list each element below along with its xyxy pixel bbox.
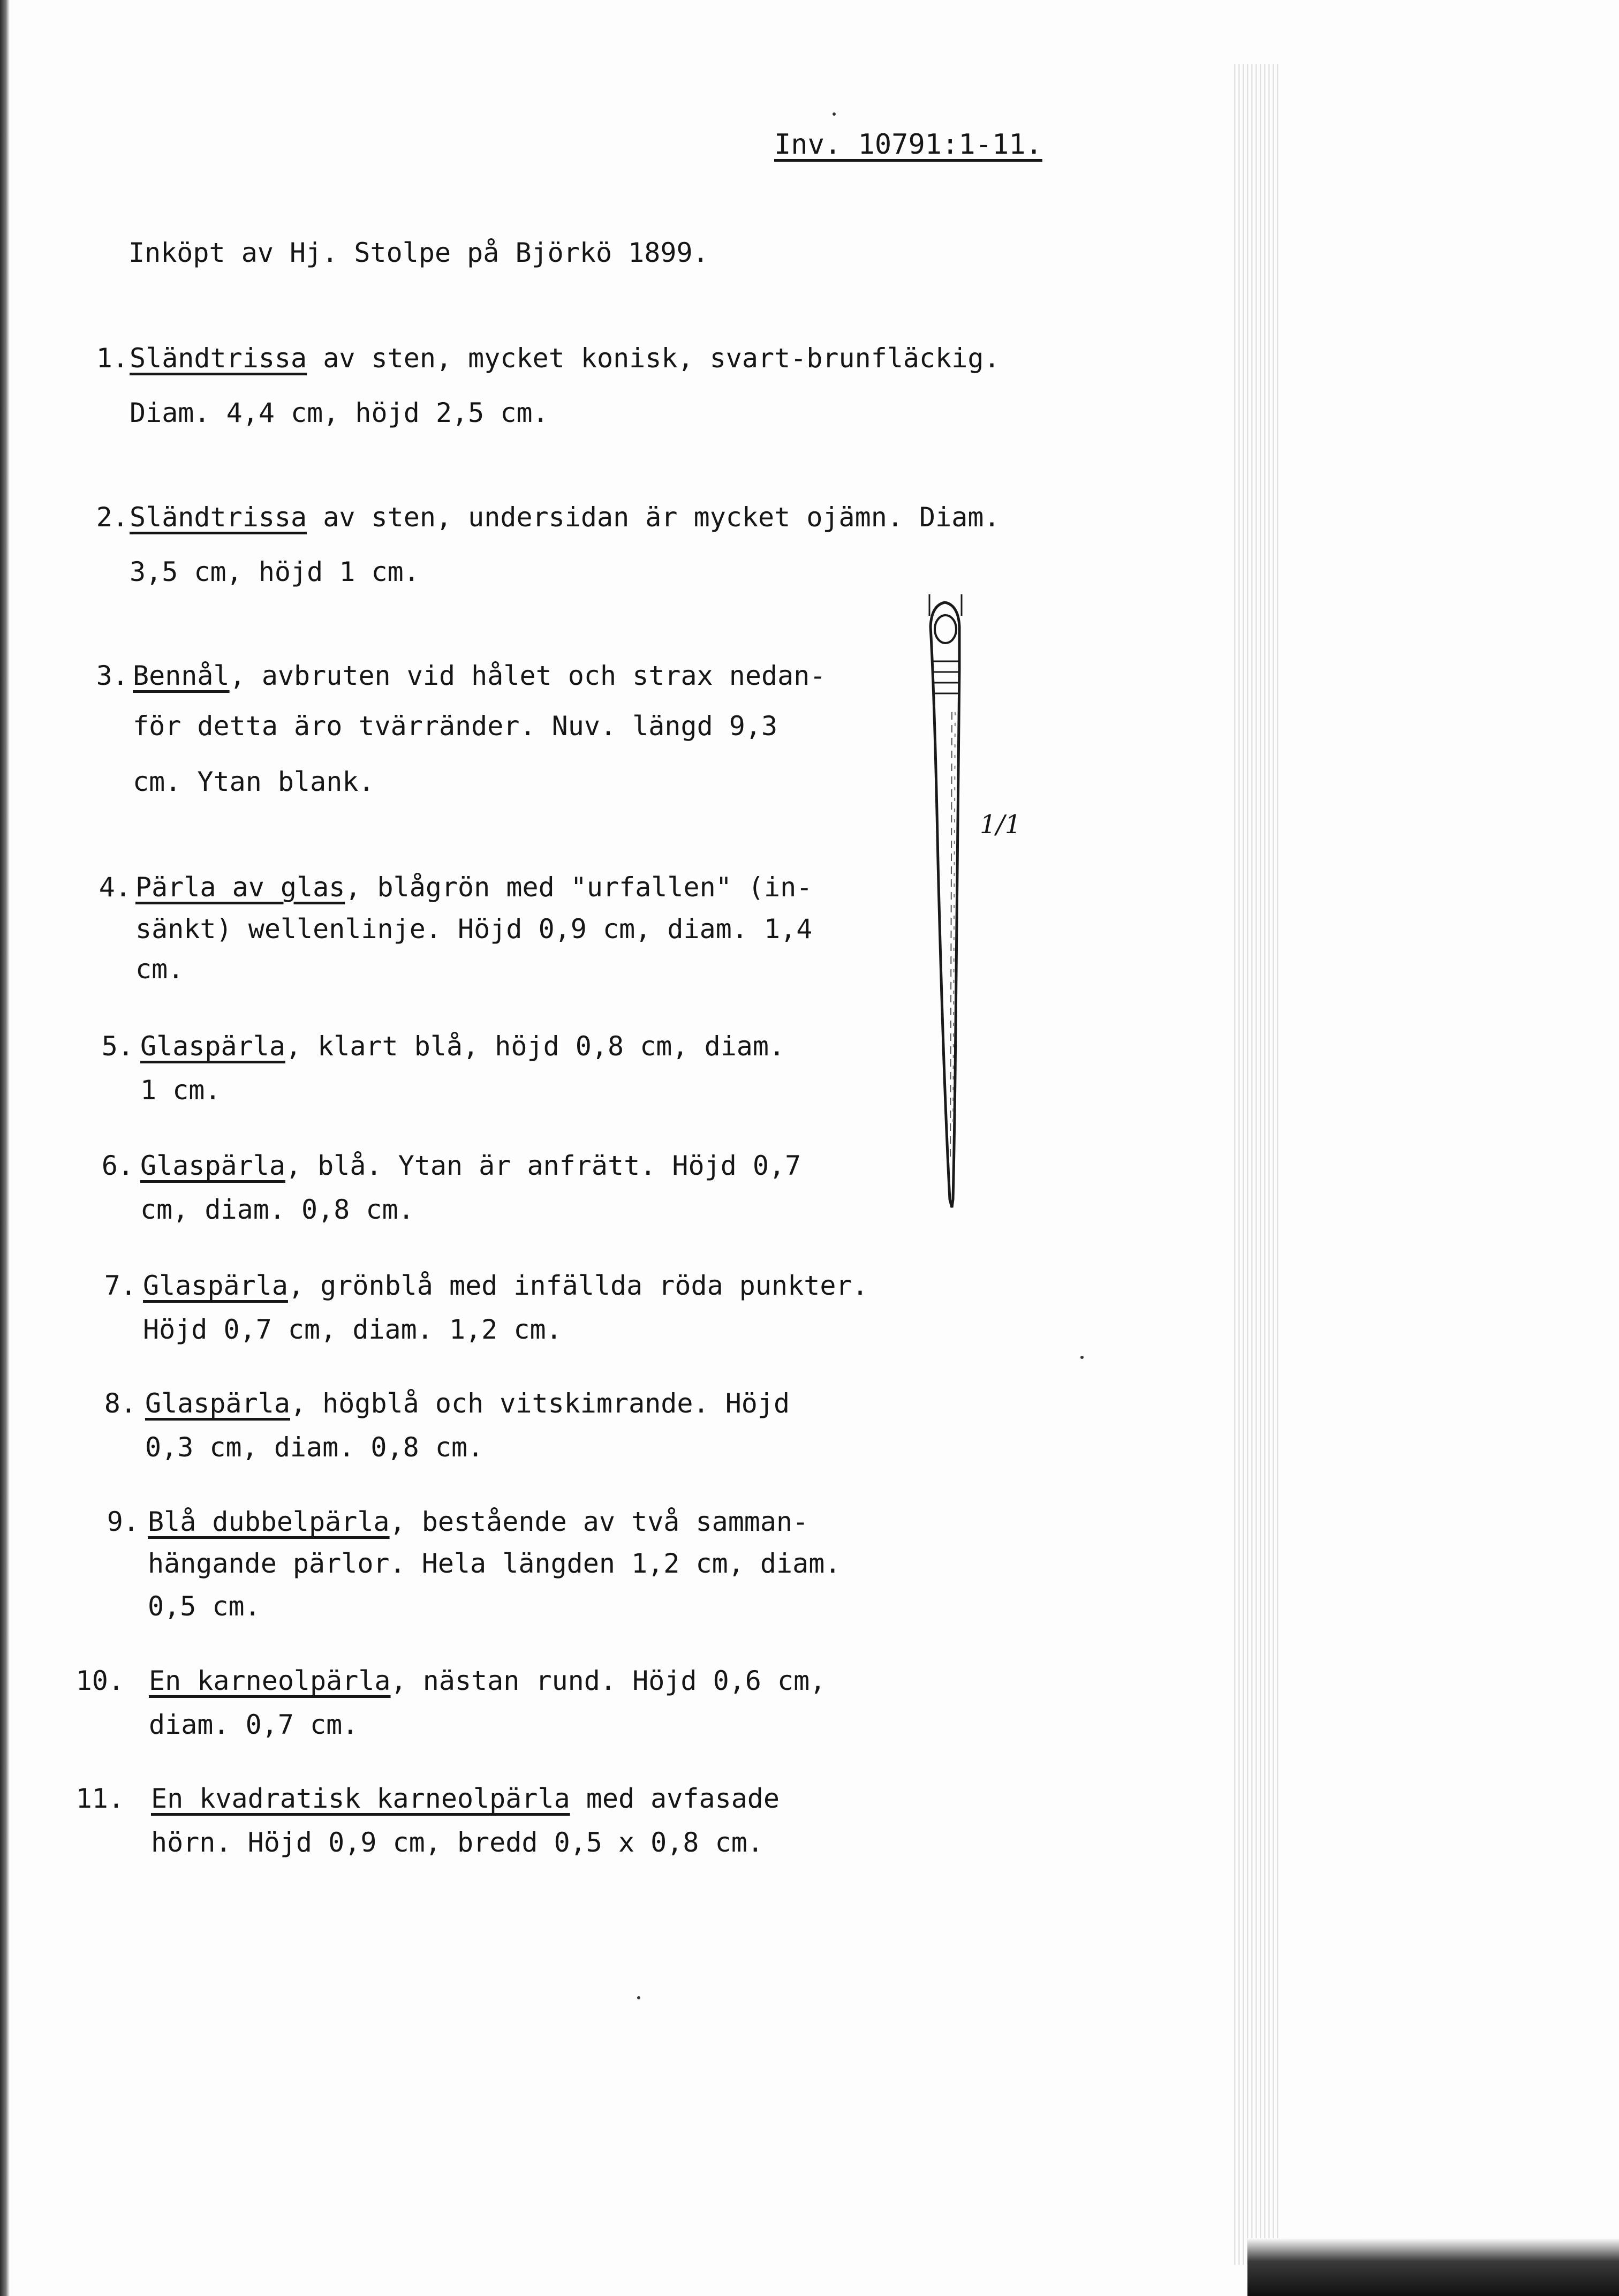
- entry-line: Glaspärla, grönblå med infällda röda punkter.: [143, 1270, 868, 1301]
- entry-line: Höjd 0,7 cm, diam. 1,2 cm.: [143, 1314, 562, 1345]
- needle-eye: [935, 615, 956, 643]
- intro-line: Inköpt av Hj. Stolpe på Björkö 1899.: [128, 237, 709, 268]
- entry-term: En karneolpärla: [149, 1665, 391, 1696]
- entry-line: En karneolpärla, nästan rund. Höjd 0,6 cm,: [149, 1665, 826, 1696]
- entry-number: 11.: [75, 1783, 124, 1814]
- entry-line: Pärla av glas, blågrön med "urfallen" (in-: [135, 872, 813, 903]
- entry-line: Bennål, avbruten vid hålet och strax nedan-: [133, 660, 826, 691]
- entry-line: Sländtrissa av sten, undersidan är mycket ojämn. Diam.: [130, 502, 1000, 533]
- scale-label: 1/1: [980, 810, 1022, 840]
- entry-line: 0,3 cm, diam. 0,8 cm.: [145, 1432, 484, 1463]
- entry-line: Glaspärla, klart blå, höjd 0,8 cm, diam.: [140, 1031, 785, 1062]
- entry-line: sänkt) wellenlinje. Höjd 0,9 cm, diam. 1,4: [135, 913, 813, 945]
- entry-line: cm.: [135, 954, 184, 985]
- entry-number: 6.: [101, 1150, 134, 1181]
- entry-number: 10.: [75, 1665, 124, 1696]
- entry-line: Blå dubbelpärla, bestående av två samman-: [148, 1506, 809, 1537]
- entry-line: Glaspärla, högblå och vitskimrande. Höjd: [145, 1388, 790, 1419]
- entry-line: 0,5 cm.: [148, 1591, 261, 1622]
- entry-term: Glaspärla: [140, 1031, 285, 1062]
- page-stack-edge: [1231, 64, 1280, 2265]
- entry-line: hörn. Höjd 0,9 cm, bredd 0,5 x 0,8 cm.: [151, 1827, 763, 1858]
- entry-line: för detta äro tvärränder. Nuv. längd 9,3: [133, 711, 778, 742]
- entry-line: 3,5 cm, höjd 1 cm.: [130, 556, 420, 587]
- needle-shade: [950, 712, 952, 1157]
- entry-term: Glaspärla: [140, 1150, 285, 1181]
- entry-number: 8.: [104, 1388, 137, 1419]
- bone-needle-drawing: [910, 594, 980, 1215]
- entry-line: cm. Ytan blank.: [133, 766, 375, 797]
- entry-number: 3.: [96, 660, 128, 691]
- entry-term: En kvadratisk karneolpärla: [151, 1783, 570, 1814]
- entry-line: diam. 0,7 cm.: [149, 1709, 359, 1740]
- entry-line: cm, diam. 0,8 cm.: [140, 1194, 414, 1225]
- entry-line: 1 cm.: [140, 1075, 221, 1106]
- entry-term: Glaspärla: [143, 1270, 288, 1301]
- entry-line: Diam. 4,4 cm, höjd 2,5 cm.: [130, 397, 549, 428]
- page-left-edge: [0, 0, 10, 2296]
- speck: [637, 1996, 640, 1999]
- entry-number: 9.: [107, 1506, 139, 1537]
- speck: [833, 112, 836, 116]
- speck: [1080, 1356, 1084, 1359]
- entry-number: 1.: [96, 343, 128, 374]
- book-cover-edge: [1247, 2238, 1619, 2296]
- entry-term: Sländtrissa: [130, 343, 307, 374]
- entry-number: 5.: [101, 1031, 134, 1062]
- inventory-number: Inv. 10791:1-11.: [774, 129, 1042, 161]
- entry-number: 7.: [104, 1270, 137, 1301]
- entry-line: En kvadratisk karneolpärla med avfasade: [151, 1783, 780, 1814]
- entry-term: Bennål: [133, 660, 230, 691]
- entry-term: Glaspärla: [145, 1388, 290, 1419]
- entry-line: Sländtrissa av sten, mycket konisk, svart-brunfläckig.: [130, 343, 1000, 374]
- entry-term: Blå dubbelpärla: [148, 1506, 390, 1537]
- entry-line: hängande pärlor. Hela längden 1,2 cm, diam.: [148, 1548, 841, 1579]
- entry-term: Pärla av glas: [135, 872, 345, 903]
- entry-term: Sländtrissa: [130, 502, 307, 533]
- entry-line: Glaspärla, blå. Ytan är anfrätt. Höjd 0,7: [140, 1150, 801, 1181]
- entry-number: 4.: [99, 872, 131, 903]
- entry-number: 2.: [96, 502, 128, 533]
